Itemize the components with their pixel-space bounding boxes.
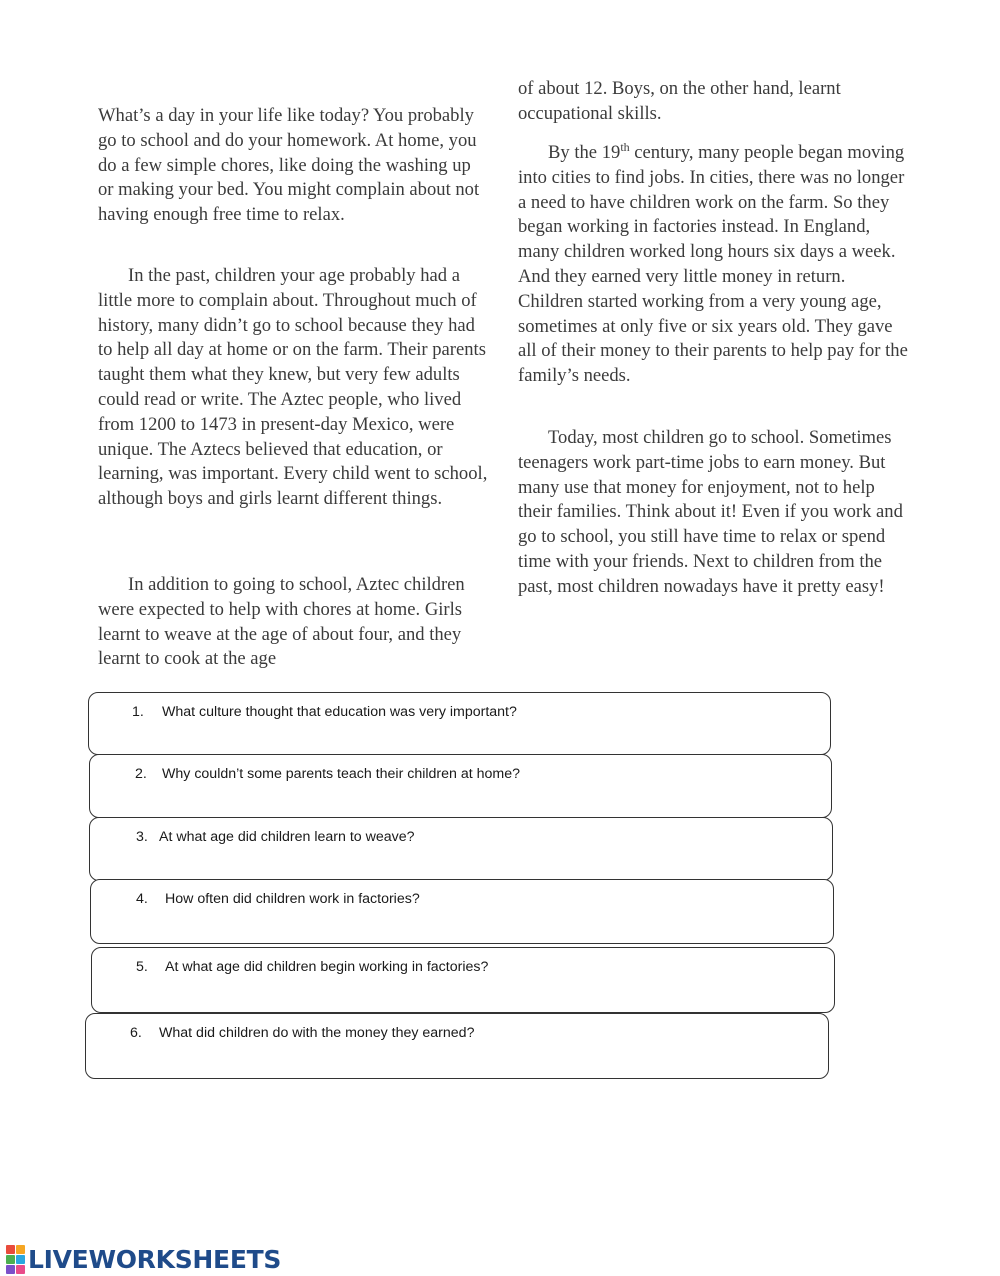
logo-tile: [6, 1265, 15, 1274]
logo-tile: [16, 1255, 25, 1264]
paragraph-today: [518, 426, 910, 600]
logo-tile: [16, 1245, 25, 1254]
question-number: 4.: [136, 891, 148, 907]
question-box[interactable]: [89, 754, 832, 818]
question-text: At what age did children learn to weave?: [159, 829, 415, 845]
question-text: What did children do with the money they earned?: [159, 1025, 475, 1041]
paragraph-19th-century: [518, 141, 913, 389]
logo-text: LIVEWORKSHEETS: [28, 1244, 282, 1274]
logo-tiles-icon: [6, 1245, 25, 1274]
paragraph-aztec-education-text: In the past, children your age probably had a little more to complain about. Throughout much of history, many didn’t go to school because they had to help all day at home or on the farm. Their parents taught them what they knew, but very few adults could read or write. The Aztec people, who lived from 1200 to 1473 in present-day Mexico, were unique. The Aztecs believed that education, or learning, was important. Every child went to school, although boys and girls learnt different things.: [98, 265, 488, 510]
question-number: 2.: [135, 766, 147, 782]
logo-tile: [16, 1265, 25, 1274]
paragraph-aztec-chores: [98, 573, 473, 672]
paragraph-continuation: of about 12. Boys, on the other hand, learnt occupational skills.: [518, 78, 841, 124]
question-box[interactable]: [89, 817, 833, 881]
century-superscript: th: [620, 140, 630, 154]
question-text: Why couldn’t some parents teach their children at home?: [162, 766, 521, 782]
liveworksheets-logo: [6, 1243, 281, 1275]
question-box[interactable]: [90, 879, 834, 944]
logo-tile: [6, 1255, 15, 1264]
question-text: How often did children work in factories?: [165, 891, 420, 907]
question-number: 1.: [132, 704, 144, 720]
question-number: 5.: [136, 959, 148, 975]
paragraph-intro: What’s a day in your life like today? You probably go to school and do your homework. At home, you do a few simple chores, like doing the washing up or making your bed. You might complain about not having enough free time to relax.: [98, 105, 480, 226]
paragraph-aztec-education: [98, 264, 493, 512]
question-number: 3.: [136, 829, 148, 845]
logo-tile: [6, 1245, 15, 1254]
century-rest: century, many people began moving into cities to find jobs. In cities, there was no longer a need to have children work on the farm. So they began working in factories instead. In England, many children worked long hours six days a week. And they earned very little money in return. Children started working from a very young age, sometimes at only five or six years old. They gave all of their money to their parents to help pay for the family’s needs.: [518, 142, 908, 387]
question-box[interactable]: [91, 947, 835, 1013]
question-box[interactable]: [85, 1013, 829, 1079]
paragraph-today-text: Today, most children go to school. Sometimes teenagers work part-time jobs to earn money. But many use that money for enjoyment, not to help their families. Think about it! Even if you work and go to school, you still have time to relax or spend time with your friends. Next to children from the past, most children nowadays have it pretty easy!: [518, 427, 903, 597]
question-number: 6.: [130, 1025, 142, 1041]
question-text: What culture thought that education was very important?: [162, 704, 517, 720]
question-text: At what age did children begin working in factories?: [165, 959, 489, 975]
paragraph-aztec-chores-text: In addition to going to school, Aztec children were expected to help with chores at home. Girls learnt to weave at the age of about four, and they learnt to cook at the age: [98, 574, 465, 670]
century-intro: By the 19: [548, 142, 621, 163]
question-box[interactable]: [88, 692, 831, 755]
